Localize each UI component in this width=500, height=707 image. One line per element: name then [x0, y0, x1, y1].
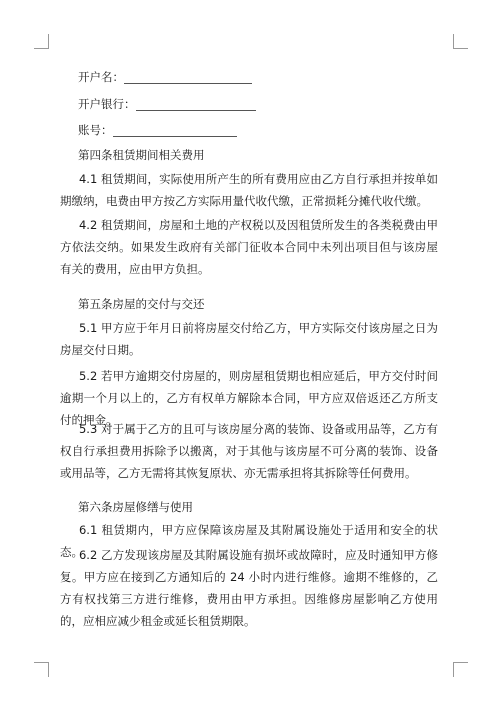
account-name-field: [78, 70, 252, 84]
crop-mark-bottom-left: [34, 662, 49, 677]
clause-6-2: 6.2 乙方发现该房屋及其附属设施有损坏或故障时，应及时通知甲方修复。甲方应在接到乙方通知后的 24 小时内进行维修。逾期不维修的，乙方有权找第三方进行维修，费用由甲方承担。因维修房屋影响乙方使用的，应相应减少租金或延长租赁期限。: [60, 548, 438, 628]
clause-5-3: 5.3 对于属于乙方的且可与该房屋分离的装饰、设备或用品等，乙方有权自行承担费用拆除予以搬离，对于其他与该房屋不可分离的装饰、设备或用品等，乙方无需将其恢复原状、亦无需承担将其拆除等任何费用。: [60, 422, 438, 480]
account-number-field: [78, 123, 237, 137]
crop-mark-bottom-right: [453, 662, 468, 677]
section-4-title: 第四条租赁期间相关费用: [78, 148, 205, 162]
section-5-title: 第五条房屋的交付与交还: [78, 297, 205, 311]
clause-5-1: 5.1 甲方应于年月日前将房屋交付给乙方，甲方实际交付该房屋之日为房屋交付日期。: [60, 321, 438, 357]
bank-name-label: 开户银行：: [78, 97, 136, 111]
account-name-blank: [124, 70, 252, 84]
section-6-title: 第六条房屋修缮与使用: [78, 500, 193, 514]
crop-mark-top-right: [453, 34, 468, 49]
account-number-label: 账号：: [78, 123, 113, 137]
clause-6-1: 6.1 租赁期内，甲方应保障该房屋及其附属设施处于适用和安全的状态。: [60, 523, 438, 559]
crop-mark-top-left: [34, 34, 49, 49]
clause-5-2: 5.2 若甲方逾期交付房屋的，则房屋租赁期也相应延后，甲方交付时间逾期一个月以上的，乙方有权单方解除本合同，甲方应双倍返还乙方所支付的押金。: [60, 369, 438, 427]
clause-4-2: 4.2 租赁期间，房屋和土地的产权税以及因租赁所发生的各类税费由甲方依法交纳。如果发生政府有关部门征收本合同中未列出项目但与该房屋有关的费用，应由甲方负担。: [60, 218, 438, 276]
account-number-blank: [113, 123, 237, 137]
bank-name-field: [78, 97, 256, 111]
clause-4-1: 4.1 租赁期间，实际使用所产生的所有费用应由乙方自行承担并按单如期缴纳，电费由甲方按乙方实际用量代收代缴，正常损耗分摊代收代缴。: [60, 172, 438, 208]
bank-name-blank: [136, 97, 256, 111]
account-name-label: 开户名：: [78, 70, 124, 84]
